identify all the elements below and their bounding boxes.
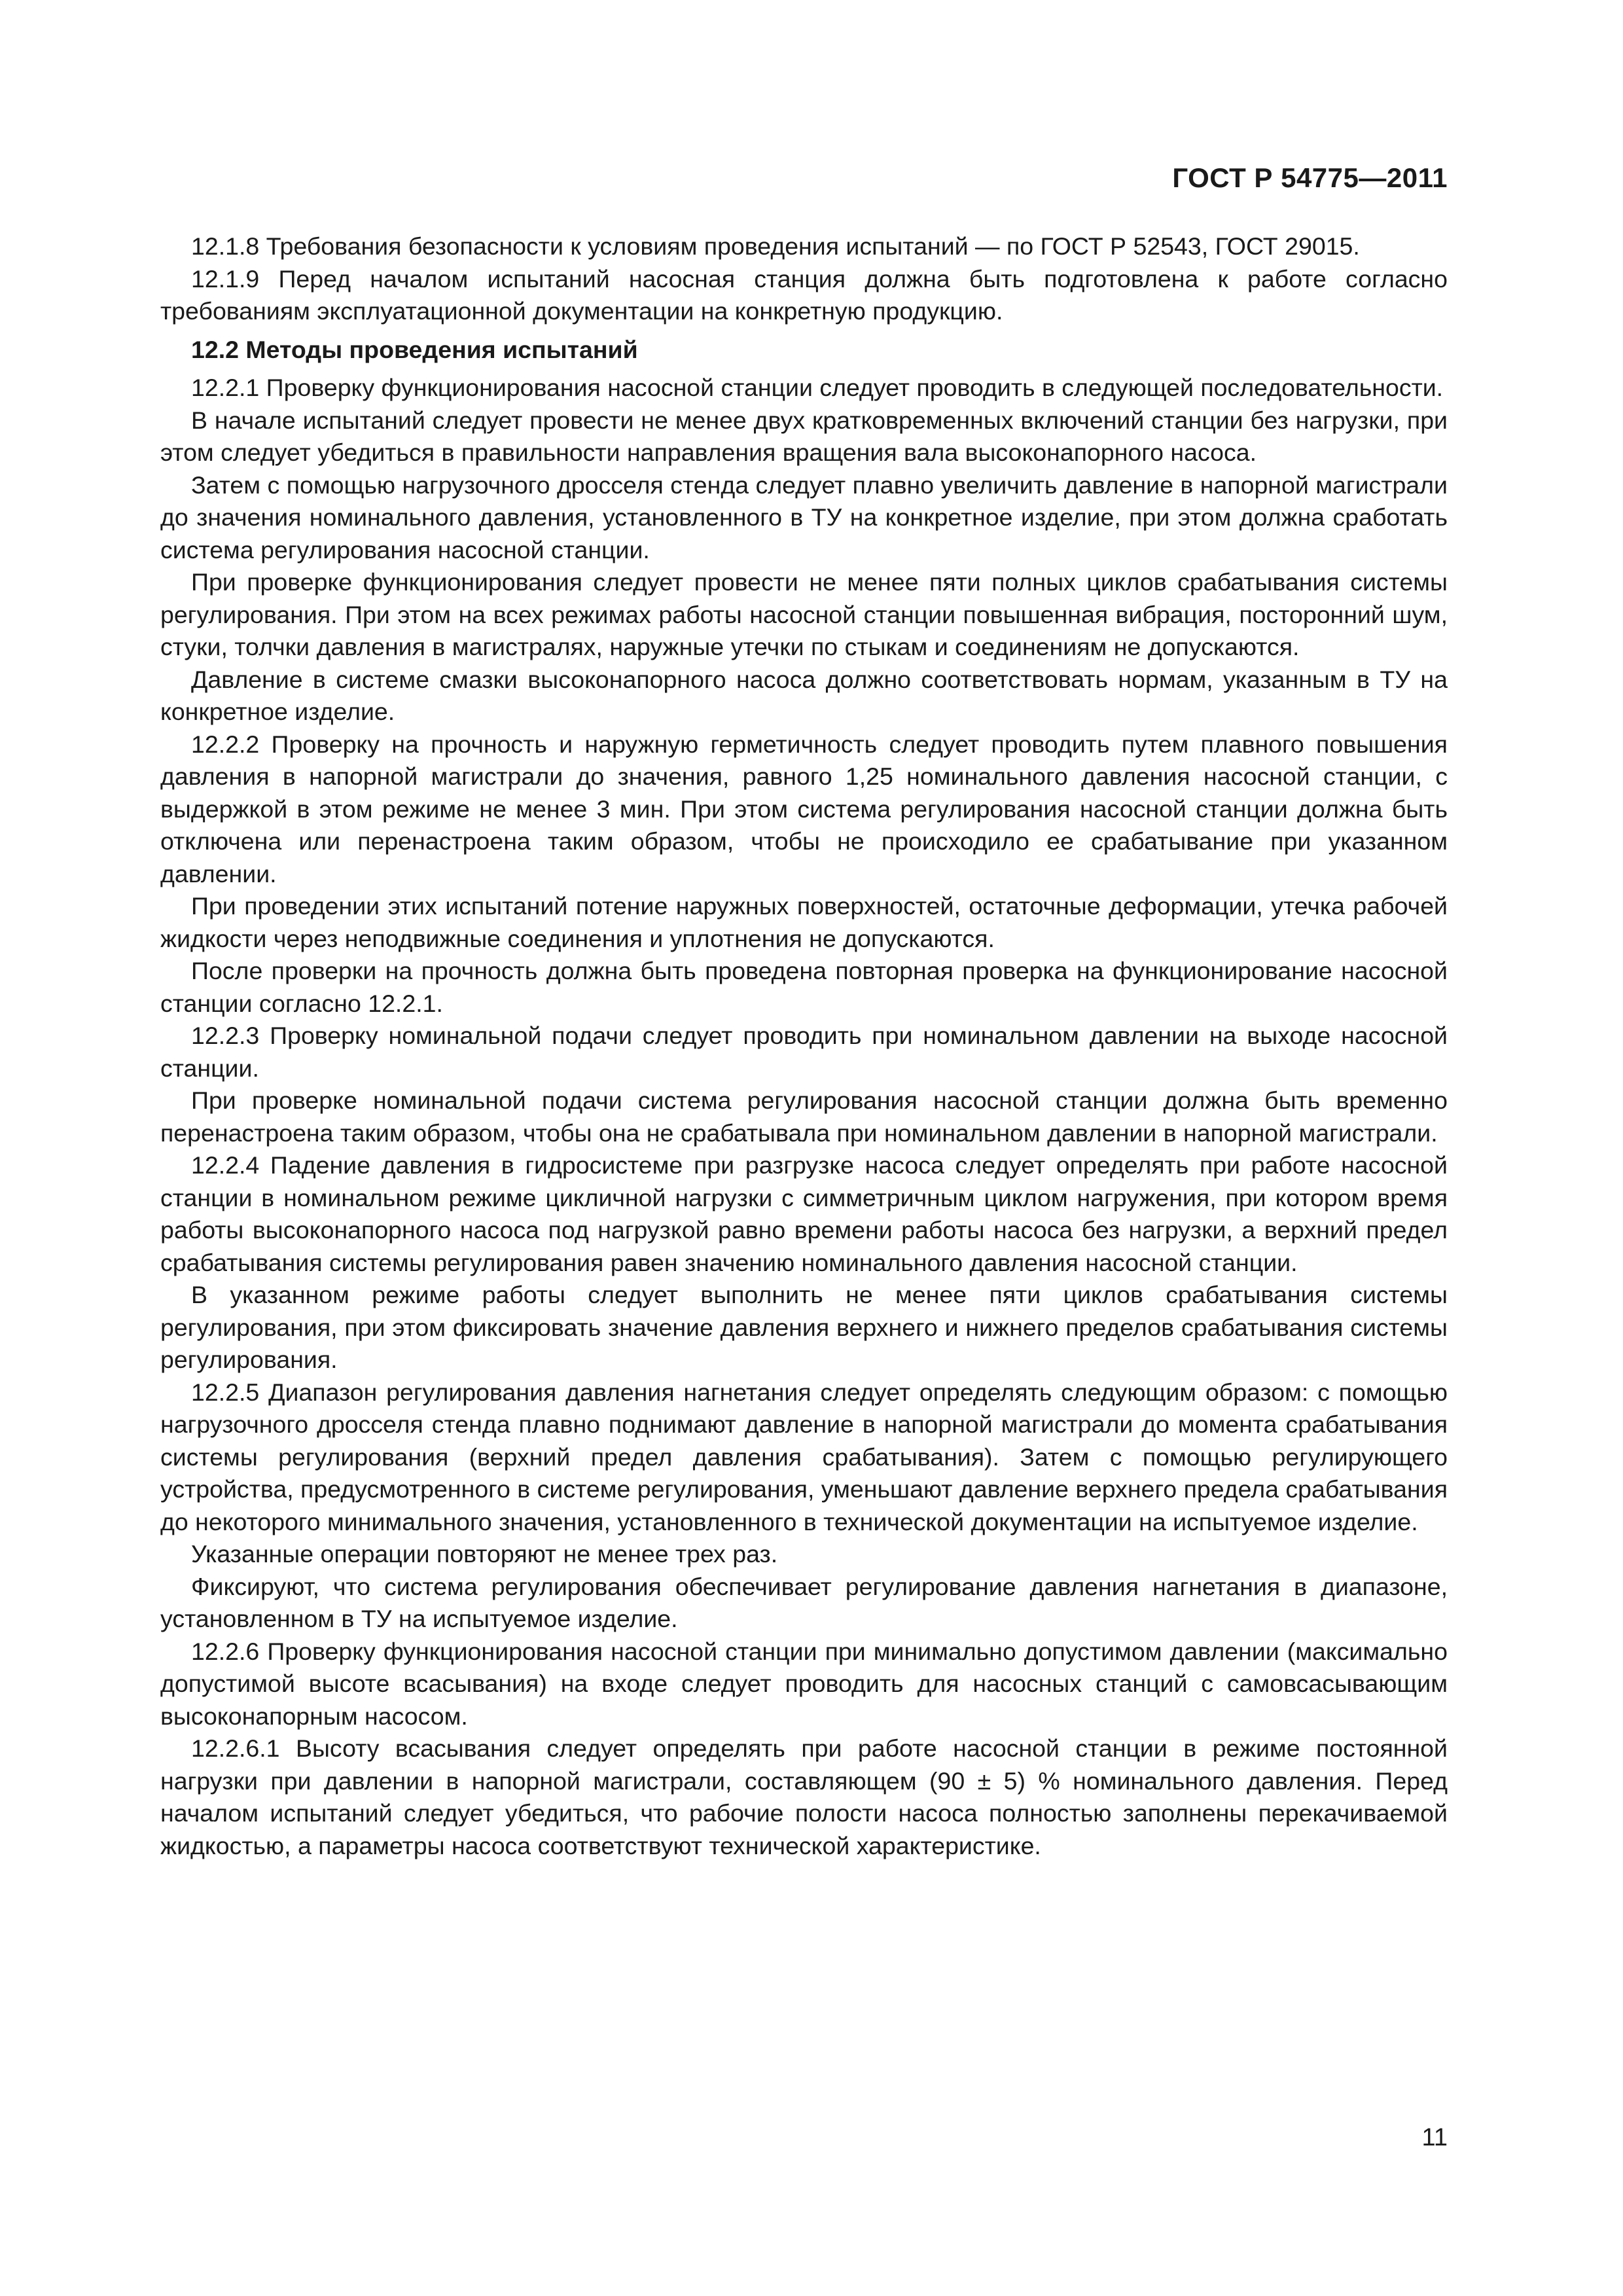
paragraph-12-2-4: 12.2.4 Падение давления в гидросистеме при разгрузке насоса следует определять при работе насосной станции в номинальном режиме цикличной нагрузки с симметричным циклом нагружения, при котором время работы высоконапорного насоса под нагрузкой равно времени работы насоса без нагрузки, а верхний предел срабатывания системы регулирования равен значению номинального давления насосной станции. [160,1151,1448,1276]
document-body [160,230,1448,1862]
paragraph-12-1-8: 12.1.8 Требования безопасности к условиям проведения испытаний — по ГОСТ Р 52543, ГОСТ 29015. [191,232,1360,260]
paragraph-12-2-6: 12.2.6 Проверку функционирования насосной станции при минимально допустимом давлении (максимально допустимой высоте всасывания) на входе следует проводить для насосных станций с самовсасывающим высоконапорным насосом. [160,1637,1448,1730]
paragraph-12-2-5: 12.2.5 Диапазон регулирования давления нагнетания следует определять следующим образом: с помощью нагрузочного дросселя стенда плавно поднимают давление в напорной магистрали до момента срабатывания системы регулирования (верхний предел давления срабатывания). Затем с помощью регулирующего устройства, предусмотренного в системе регулирования, уменьшают давление верхнего предела срабатывания до некоторого минимального значения, установленного в технической документации на испытуемое изделие. [160,1378,1448,1535]
paragraph-12-1-9: 12.1.9 Перед началом испытаний насосная станция должна быть подготовлена к работе согласно требованиям эксплуатационной документации на конкретную продукцию. [160,264,1448,325]
paragraph-12-2-3: 12.2.3 Проверку номинальной подачи следует проводить при номинальном давлении на выходе насосной станции. [160,1022,1448,1082]
paragraph-12-2-1: 12.2.1 Проверку функционирования насосной станции следует проводить в следующей последовательности. [191,374,1444,401]
page-number: 11 [1421,2124,1448,2151]
paragraph: В указанном режиме работы следует выполнить не менее пяти циклов срабатывания системы регулирования, при этом фиксировать значение давления верхнего и нижнего пределов срабатывания системы регулирования. [160,1281,1448,1373]
paragraph-12-2-6-1: 12.2.6.1 Высоту всасывания следует определять при работе насосной станции в режиме постоянной нагрузки при давлении в напорной магистрали, составляющем (90 ± 5) % номинального давления. Перед началом испытаний следует убедиться, что рабочие полости насоса полностью заполнены перекачиваемой жидкостью, а параметры насоса соответствуют технической характеристике. [160,1734,1448,1859]
paragraph: Указанные операции повторяют не менее трех раз. [191,1540,778,1568]
paragraph: Фиксируют, что система регулирования обеспечивает регулирование давления нагнетания в диапазоне, установленном в ТУ на испытуемое изделие. [160,1572,1448,1632]
paragraph-12-2-2: 12.2.2 Проверку на прочность и наружную герметичность следует проводить путем плавного повышения давления в напорной магистрали до значения, равного 1,25 номинального давления насосной станции, с выдержкой в этом режиме не менее 3 мин. При этом система регулирования насосной станции должна быть отключена или перенастроена таким образом, чтобы не происходило ее срабатывание при указанном давлении. [160,730,1448,888]
paragraph: В начале испытаний следует провести не менее двух кратковременных включений станции без нагрузки, при этом следует убедиться в правильности направления вращения вала высоконапорного насоса. [160,406,1448,466]
paragraph: После проверки на прочность должна быть проведена повторная проверка на функционирование насосной станции согласно 12.2.1. [160,957,1448,1017]
paragraph: При проверке функционирования следует провести не менее пяти полных циклов срабатывания системы регулирования. При этом на всех режимах работы насосной станции повышенная вибрация, посторонний шум, стуки, толчки давления в магистралях, наружные утечки по стыкам и соединениям не допускаются. [160,568,1448,660]
standard-code-header: ГОСТ Р 54775—2011 [1172,162,1448,193]
section-heading-12-2: 12.2 Методы проведения испытаний [191,335,638,363]
paragraph: Давление в системе смазки высоконапорного насоса должно соответствовать нормам, указанным в ТУ на конкретное изделие. [160,665,1448,725]
paragraph: Затем с помощью нагрузочного дросселя стенда следует плавно увеличить давление в напорной магистрали до значения номинального давления, установленного в ТУ на конкретное изделие, при этом должна сработать система регулирования насосной станции. [160,471,1448,564]
paragraph: При проверке номинальной подачи система регулирования насосной станции должна быть временно перенастроена таким образом, чтобы она не срабатывала при номинальном давлении в напорной магистрали. [160,1086,1448,1147]
paragraph: При проведении этих испытаний потение наружных поверхностей, остаточные деформации, утечка рабочей жидкости через неподвижные соединения и уплотнения не допускаются. [160,892,1448,952]
